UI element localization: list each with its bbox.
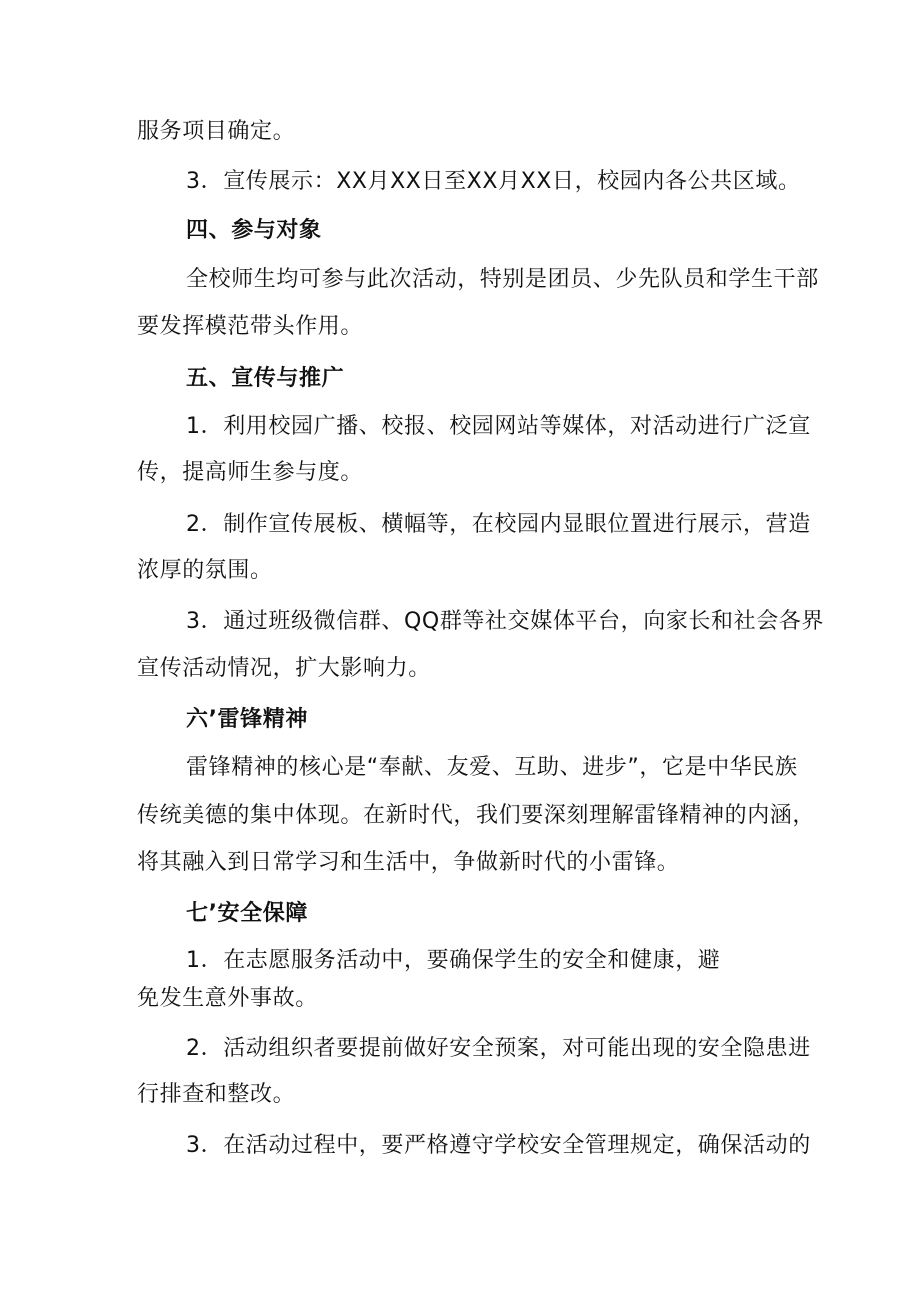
paragraph-line: 全校师生均可参与此次活动，特别是团员、少先队员和学生干部 [186,267,819,292]
section-heading-promotion: 五、宣传与推广 [186,366,345,391]
list-item-line: 2．制作宣传展板、横幅等，在校园内显眼位置进行展示，营造 [186,512,811,537]
list-item-line: 2．活动组织者要提前做好安全预案，对可能出现的安全隐患进 [186,1036,811,1061]
list-item-line: 3．在活动过程中，要严格遵守学校安全管理规定，确保活动的 [186,1133,811,1158]
list-item-continuation: 传，提高师生参与度。 [137,460,364,485]
section-heading-safety: 七’安全保障 [186,901,308,926]
section-heading-leifeng-spirit: 六’雷锋精神 [186,707,308,732]
list-item-continuation: 行排查和整改。 [137,1082,296,1107]
list-item-continuation: 浓厚的氛围。 [137,558,273,583]
list-item-line: 3．通过班级微信群、QQ群等社交媒体平台，向家长和社会各界 [186,609,825,634]
paragraph-line: 雷锋精神的核心是“奉献、友爱、互助、进步”，它是中华民族 [186,755,798,780]
paragraph-line: 传统美德的集中体现。在新时代，我们要深刻理解雷锋精神的内涵， [137,803,816,828]
list-item-continuation: 宣传活动情况，扩大影响力。 [137,656,431,681]
list-item-line: 1．利用校园广播、校报、校园网站等媒体，对活动进行广泛宣 [186,414,811,439]
list-item-line: 1．在志愿服务活动中，要确保学生的安全和健康，避 [186,948,721,973]
list-item-continuation: 免发生意外事故。 [137,986,318,1011]
paragraph-line: 将其融入到日常学习和生活中，争做新时代的小雷锋。 [137,850,680,875]
paragraph-line: 服务项目确定。 [137,119,296,144]
section-heading-participants: 四、参与对象 [186,218,322,243]
paragraph-line: 要发挥模范带头作用。 [137,314,364,339]
schedule-item-line: 3．宣传展示：XX月XX日至XX月XX日，校园内各公共区域。 [186,169,801,194]
